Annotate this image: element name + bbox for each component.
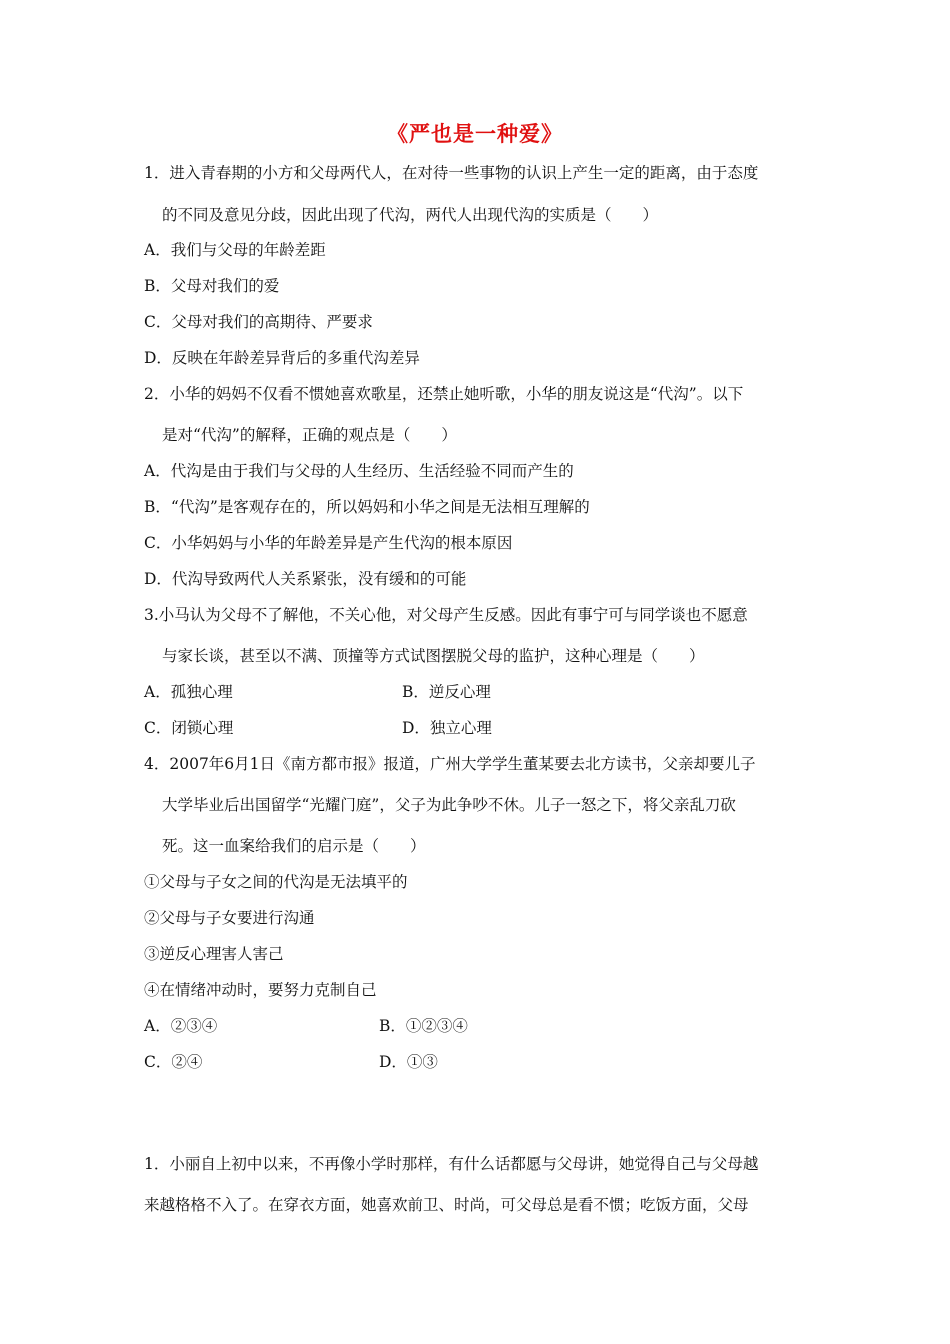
q3-stem-line2: 与家长谈，甚至以不满、顶撞等方式试图摆脱父母的监护，这种心理是（ ）: [162, 647, 705, 665]
q4-statement-4: ④在情绪冲动时，要努力克制自己: [144, 981, 377, 999]
section2-line1: 1．小丽自上初中以来，不再像小学时那样，有什么话都愿与父母讲，她觉得自己与父母越: [144, 1155, 759, 1173]
q3-option-d: D．独立心理: [402, 719, 492, 737]
q1-option-c: C．父母对我们的高期待、严要求: [144, 313, 373, 331]
q4-option-d: D．①③: [379, 1053, 438, 1071]
q2-stem-line2: 是对“代沟”的解释，正确的观点是（ ）: [162, 426, 457, 444]
q4-stem-line1: 4．2007年6月1日《南方都市报》报道，广州大学学生董某要去北方读书，父亲却要儿子: [144, 755, 756, 773]
q4-statement-3: ③逆反心理害人害己: [144, 945, 284, 963]
q3-stem-line1: 3.小马认为父母不了解他，不关心他，对父母产生反感。因此有事宁可与同学谈也不愿意: [144, 606, 748, 624]
document-title: 《严也是一种爱》: [387, 122, 563, 146]
q2-option-d: D．代沟导致两代人关系紧张，没有缓和的可能: [144, 570, 467, 588]
q1-option-a: A．我们与父母的年龄差距: [144, 241, 326, 259]
section2-line2: 来越格格不入了。在穿衣方面，她喜欢前卫、时尚，可父母总是看不惯；吃饭方面，父母: [144, 1196, 749, 1214]
q2-option-c: C．小华妈妈与小华的年龄差异是产生代沟的根本原因: [144, 534, 513, 552]
q3-option-c: C．闭锁心理: [144, 719, 234, 737]
q1-option-d: D．反映在年龄差异背后的多重代沟差异: [144, 349, 420, 367]
q4-stem-line2: 大学毕业后出国留学“光耀门庭”，父子为此争吵不休。儿子一怒之下，将父亲乱刀砍: [162, 796, 736, 814]
q2-option-a: A．代沟是由于我们与父母的人生经历、生活经验不同而产生的: [144, 462, 574, 480]
q1-option-b: B．父母对我们的爱: [144, 277, 280, 295]
q3-option-b: B．逆反心理: [402, 683, 491, 701]
q4-stem-line3: 死。这一血案给我们的启示是（ ）: [162, 837, 426, 855]
q3-option-a: A．孤独心理: [144, 683, 233, 701]
q4-option-a: A．②③④: [144, 1017, 218, 1035]
q1-stem-line2: 的不同及意见分歧，因此出现了代沟，两代人出现代沟的实质是（ ）: [162, 206, 659, 224]
q2-option-b: B．“代沟”是客观存在的，所以妈妈和小华之间是无法相互理解的: [144, 498, 590, 516]
q4-statement-1: ①父母与子女之间的代沟是无法填平的: [144, 873, 408, 891]
q1-stem-line1: 1．进入青春期的小方和父母两代人，在对待一些事物的认识上产生一定的距离，由于态度: [144, 164, 759, 182]
q2-stem-line1: 2．小华的妈妈不仅看不惯她喜欢歌星，还禁止她听歌，小华的朋友说这是“代沟”。以下: [144, 385, 744, 403]
q4-statement-2: ②父母与子女要进行沟通: [144, 909, 315, 927]
q4-option-b: B．①②③④: [379, 1017, 468, 1035]
q4-option-c: C．②④: [144, 1053, 203, 1071]
